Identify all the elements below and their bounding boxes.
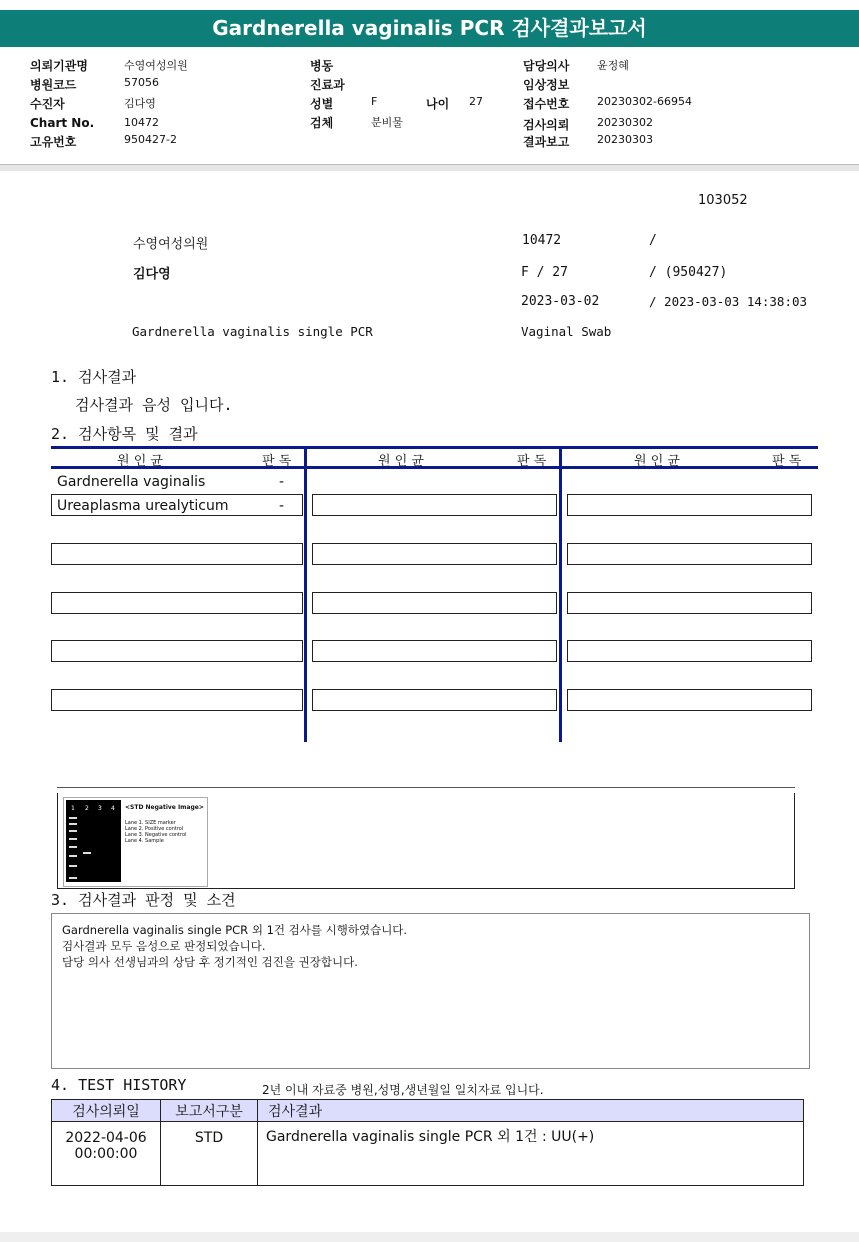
history-header: 검사의뢰일 bbox=[52, 1100, 161, 1122]
col-header-organism: 원 인 균 bbox=[378, 454, 424, 469]
organism-name: Ureaplasma urealyticum bbox=[57, 498, 229, 514]
header-value: 윤정혜 bbox=[597, 59, 629, 72]
header-label: 의뢰기관명 bbox=[30, 59, 88, 73]
opinion-line: Gardnerella vaginalis single PCR 외 1건 검사를 시행하였습니다. bbox=[62, 923, 408, 937]
result-cell bbox=[567, 543, 812, 565]
history-note: 2년 이내 자료중 병원,성명,생년월일 일치자료 입니다. bbox=[262, 1083, 544, 1097]
page-bottom-bar bbox=[0, 1232, 859, 1242]
gel-legend: Lane 3. Negative control bbox=[125, 832, 187, 838]
patient-chart: 10472 bbox=[522, 233, 562, 248]
organism-result: - bbox=[279, 474, 285, 490]
gel-band bbox=[69, 865, 77, 867]
header-value: 27 bbox=[469, 95, 483, 108]
header-value: 수영여성의원 bbox=[124, 59, 188, 72]
table-header-row bbox=[52, 1100, 804, 1122]
col-header-organism: 원 인 균 bbox=[634, 454, 680, 469]
result-cell bbox=[567, 640, 812, 662]
col-header-judge: 판 독 bbox=[262, 454, 292, 469]
result-cell bbox=[312, 640, 557, 662]
column-divider bbox=[304, 446, 307, 742]
organism-result: - bbox=[279, 498, 285, 514]
result-cell bbox=[567, 494, 812, 516]
result-cell bbox=[312, 543, 557, 565]
lane-number: 3 bbox=[98, 805, 102, 812]
gel-legend: Lane 1. SIZE marker bbox=[125, 820, 176, 826]
history-type: STD bbox=[161, 1122, 258, 1186]
gel-band bbox=[69, 846, 77, 848]
result-cell bbox=[312, 689, 557, 711]
table-top-rule bbox=[51, 446, 818, 449]
patient-name: 김다영 bbox=[133, 267, 171, 282]
history-header: 검사결과 bbox=[258, 1100, 804, 1122]
column-divider bbox=[559, 446, 562, 742]
table-header-rule bbox=[51, 466, 818, 469]
lane-number: 2 bbox=[85, 805, 89, 812]
header-label: 검사의뢰 bbox=[523, 118, 570, 132]
history-header: 보고서구분 bbox=[161, 1100, 258, 1122]
header-value: 분비물 bbox=[371, 116, 403, 129]
header-value: 김다영 bbox=[124, 97, 156, 110]
lane-number: 4 bbox=[111, 805, 115, 812]
header-label: 나이 bbox=[426, 97, 450, 111]
header-value: 20230303 bbox=[597, 133, 653, 146]
test-name: Gardnerella vaginalis single PCR bbox=[132, 324, 373, 339]
header-label: 성별 bbox=[310, 97, 334, 111]
report-number: 103052 bbox=[698, 193, 748, 208]
patient-sex-age: F / 27 bbox=[521, 265, 568, 280]
gel-image bbox=[63, 797, 208, 887]
result-cell bbox=[567, 592, 812, 614]
lane-number: 1 bbox=[71, 805, 75, 812]
result-cell bbox=[312, 494, 557, 516]
history-date: 2022-04-06 bbox=[65, 1130, 147, 1146]
header-label: 수진자 bbox=[30, 97, 65, 111]
specimen: Vaginal Swab bbox=[521, 324, 612, 339]
header-label: Chart No. bbox=[30, 116, 95, 130]
result-cell bbox=[312, 592, 557, 614]
header-label: 접수번호 bbox=[523, 97, 570, 111]
col-header-judge: 판 독 bbox=[772, 454, 802, 469]
slash: / bbox=[649, 233, 657, 248]
gel-band bbox=[69, 830, 77, 832]
section2-title: 2. 검사항목 및 결과 bbox=[51, 425, 198, 443]
opinion-line: 검사결과 모두 음성으로 판정되었습니다. bbox=[62, 939, 266, 953]
header-label: 병원코드 bbox=[30, 78, 77, 92]
organism-name: Gardnerella vaginalis bbox=[57, 474, 206, 490]
col-header-judge: 판 독 bbox=[517, 454, 547, 469]
header-label: 고유번호 bbox=[30, 135, 77, 149]
result-cell bbox=[51, 689, 303, 711]
opinion-line: 담당 의사 선생님과의 상담 후 정기적인 검진을 권장합니다. bbox=[62, 955, 358, 969]
gel-legend: Lane 4. Sample bbox=[125, 838, 164, 844]
gel-lanes bbox=[66, 800, 121, 882]
header-value: F bbox=[371, 95, 378, 108]
result-cell bbox=[51, 640, 303, 662]
header-separator bbox=[0, 164, 859, 171]
header-label: 결과보고 bbox=[523, 135, 570, 149]
patient-hospital: 수영여성의원 bbox=[133, 237, 209, 252]
header-label: 검체 bbox=[310, 116, 334, 130]
header-value: 20230302-66954 bbox=[597, 95, 692, 108]
gel-band bbox=[83, 852, 91, 854]
request-date: 2023-03-02 bbox=[521, 294, 600, 309]
table-row bbox=[52, 1122, 804, 1186]
history-time: 00:00:00 bbox=[74, 1146, 138, 1162]
result-cell bbox=[51, 592, 303, 614]
report-title: Gardnerella vaginalis PCR 검사결과보고서 bbox=[0, 10, 859, 47]
gel-band bbox=[69, 877, 77, 879]
header-label: 임상정보 bbox=[523, 78, 570, 92]
header-label: 진료과 bbox=[310, 78, 345, 92]
header-value: 950427-2 bbox=[124, 133, 177, 146]
gel-band bbox=[69, 838, 77, 840]
result-cell bbox=[51, 543, 303, 565]
header-value: 20230302 bbox=[597, 116, 653, 129]
history-table bbox=[51, 1099, 804, 1186]
section4-title: 4. TEST HISTORY bbox=[51, 1076, 187, 1094]
header-value: 57056 bbox=[124, 76, 159, 89]
opinion-box bbox=[51, 913, 810, 1069]
header-label: 담당의사 bbox=[523, 59, 570, 73]
gel-band bbox=[69, 855, 77, 857]
history-result: Gardnerella vaginalis single PCR 외 1건 : UU(+) bbox=[258, 1122, 804, 1186]
gel-divider bbox=[57, 787, 795, 788]
gel-title: <STD Negative Image> bbox=[125, 804, 204, 811]
header-value: 10472 bbox=[124, 116, 159, 129]
section3-title: 3. 검사결과 판정 및 소견 bbox=[51, 891, 236, 909]
section1-text: 검사결과 음성 입니다. bbox=[75, 396, 233, 414]
header-label: 병동 bbox=[310, 59, 334, 73]
gel-legend: Lane 2. Positive control bbox=[125, 826, 184, 832]
report-datetime: / 2023-03-03 14:38:03 bbox=[649, 294, 808, 309]
result-cell bbox=[567, 689, 812, 711]
gel-band bbox=[69, 823, 77, 825]
section1-title: 1. 검사결과 bbox=[51, 368, 137, 386]
col-header-organism: 원 인 균 bbox=[117, 454, 163, 469]
patient-birth: / (950427) bbox=[649, 265, 728, 280]
gel-band bbox=[69, 817, 77, 819]
